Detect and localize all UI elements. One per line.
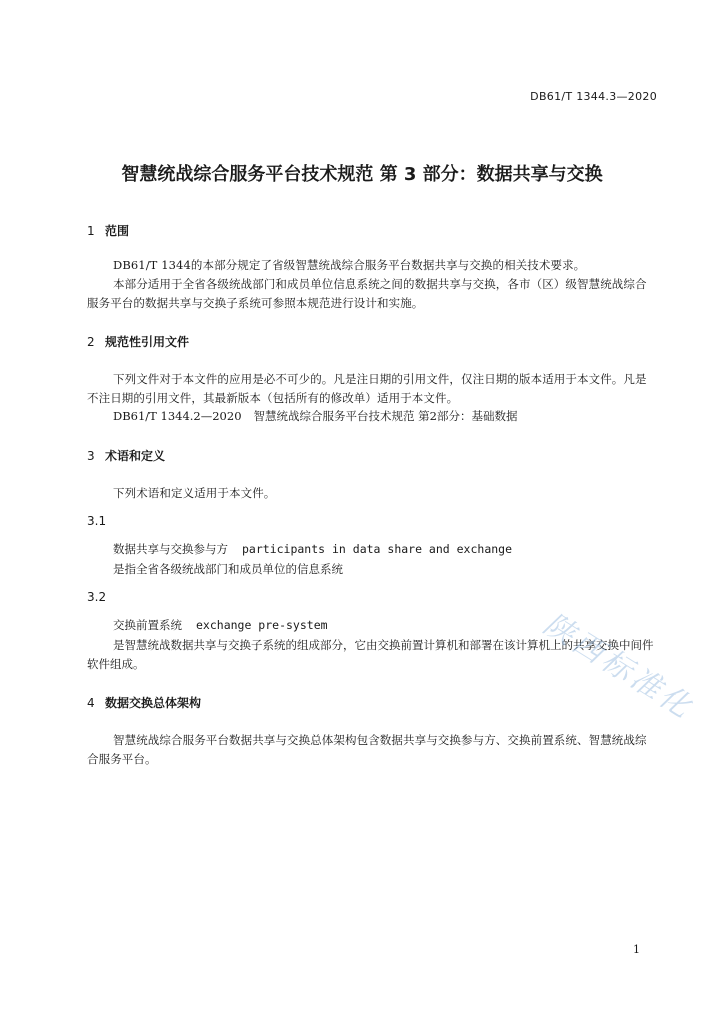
normative-reference [113, 408, 518, 424]
term-number: 3.1 [87, 514, 107, 528]
term-entry [113, 617, 328, 633]
term-chinese: 交换前置系统 [113, 618, 182, 632]
standard-code: DB61/T 1344.3—2020 [530, 90, 657, 103]
section-title: 规范性引用文件 [105, 335, 190, 349]
section-number: 4 [87, 696, 95, 710]
term-entry [113, 541, 512, 557]
section-2-heading [87, 333, 189, 350]
section-number: 3 [87, 449, 95, 463]
section-4-heading [87, 694, 201, 711]
reference-title: 智慧统战综合服务平台技术规范 第2部分：基础数据 [253, 409, 518, 423]
term-definition: 是智慧统战数据共享与交换子系统的组成部分，它由交换前置计算机和部署在该计算机上的共享交换中间件软件组成。 [87, 638, 654, 671]
term-definition: 是指全省各级统战部门和成员单位的信息系统 [113, 562, 343, 576]
section-3-heading [87, 447, 165, 464]
section-number: 2 [87, 335, 95, 349]
term-chinese: 数据共享与交换参与方 [113, 542, 228, 556]
section-1-paragraph-1: DB61/T 1344的本部分规定了省级智慧统战综合服务平台数据共享与交换的相关技术要求。 [113, 258, 586, 272]
page-number: 1 [633, 943, 640, 956]
term-english: exchange pre-system [196, 618, 328, 632]
section-1-heading [87, 222, 129, 239]
term-english: participants in data share and exchange [242, 542, 513, 556]
section-title: 数据交换总体架构 [105, 696, 202, 710]
section-3-intro: 下列术语和定义适用于本文件。 [113, 486, 276, 500]
section-2-paragraph: 下列文件对于本文件的应用是必不可少的。凡是注日期的引用文件，仅注日期的版本适用于本文件。凡是不注日期的引用文件，其最新版本（包括所有的修改单）适用于本文件。 [87, 372, 647, 405]
document-title: 智慧统战综合服务平台技术规范 第 3 部分：数据共享与交换 [121, 164, 603, 185]
section-title: 范围 [105, 224, 130, 238]
section-1-paragraph-2: 本部分适用于全省各级统战部门和成员单位信息系统之间的数据共享与交换，各市（区）级智慧统战综合服务平台的数据共享与交换子系统可参照本规范进行设计和实施。 [87, 277, 647, 310]
section-number: 1 [87, 224, 95, 238]
section-4-paragraph: 智慧统战综合服务平台数据共享与交换总体架构包含数据共享与交换参与方、交换前置系统、智慧统战综合服务平台。 [87, 733, 647, 766]
section-title: 术语和定义 [105, 449, 166, 463]
term-number: 3.2 [87, 590, 107, 604]
reference-code: DB61/T 1344.2—2020 [113, 409, 242, 423]
watermark: 陕西标准化 [537, 606, 700, 727]
